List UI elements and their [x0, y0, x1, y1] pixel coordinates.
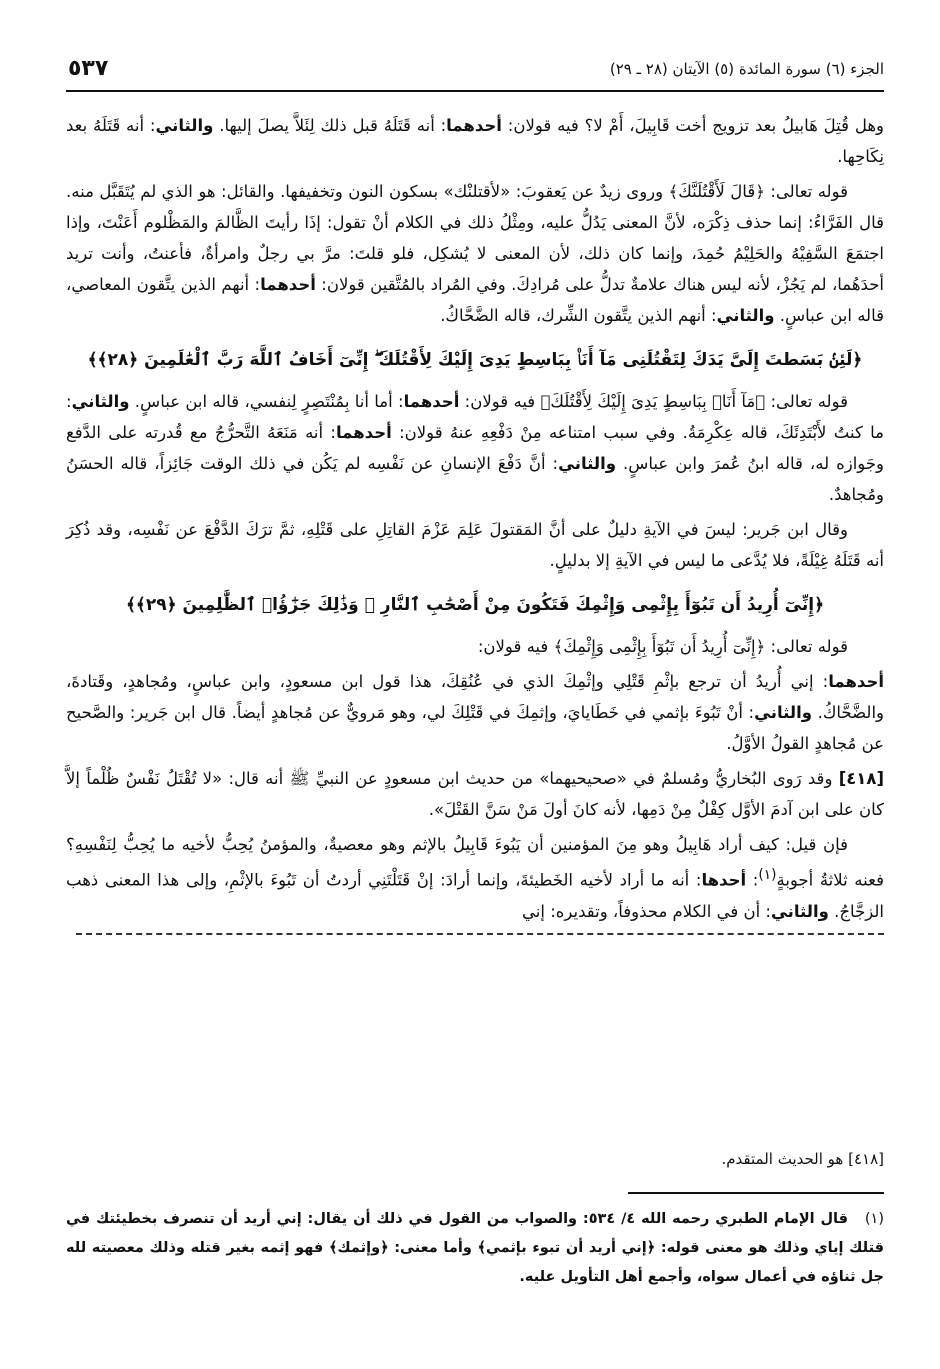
main-text — [66, 110, 884, 935]
paragraph: قوله تعالى: ﴿إِنِّىٓ أُرِيدُ أَن تَبُوٓأَ بِإِثْمِى وَإِثْمِكَ﴾ فيه قولان: — [477, 637, 848, 656]
paragraph: أحدهما: إني أُريدُ أن ترجع بإثْمِ قَتْلِي وإثْمِكَ الذي في عُنُقِكَ، هذا قول ابن مسعودٍ، وابن عباسٍ، ومُجاهدٍ، وقَتادةَ، والضَّحَّاكُ. والثاني: أنْ تَبُوءَ بإثمي في خَطَايايَ، وإثمِكَ في قَتْلِكَ لي، وهو مَرويٌّ عن مُجاهدٍ أيضاً. قال ابن جَرير: والصَّحيح عن مُجاهدٍ القولُ الأوَّلُ. — [66, 672, 884, 753]
footnote-text: قال الإمام الطبري رحمه الله ٤/ ٥٣٤: والصواب من القول في ذلك أن يقال: إني أريد أن تنصرف بخطيئتك في قتلك إياي وذلك هو معنى قوله: ﴿إني أريد أن تبوء بإثمي﴾ وأما معنى: ﴿وإثمك﴾ فهو إثمه بغير قتله وذلك معصيته لله جل ثناؤه في أعمال سواه، وأجمع أهل التأويل عليه. — [66, 1211, 884, 1285]
dashed-divider — [76, 933, 884, 935]
quran-verse: ﴿إِنِّىٓ أُرِيدُ أَن تَبُوٓأَ بِإِثْمِى وَإِثْمِكَ فَتَكُونَ مِنْ أَصْحَٰبِ ٱلنَّارِ ۚ وَذَٰلِكَ جَزَٰٓؤُا۟ ٱلظَّٰلِمِينَ ﴿٢٩﴾﴾ — [125, 595, 825, 615]
page-header — [66, 56, 884, 92]
paragraph: وقال ابن جَرير: ليسَ في الآيةِ دليلٌ على أنَّ المَقتولَ عَلِمَ عَزْمَ القاتِلِ على قَتْلِهِ، ثمَّ ترَكَ الدَّفْعَ عن نَفْسِه، وقد ذُكِرَ أنه قَتَلَهُ غِيْلَةً، فلا يُدَّعى ما ليس في الآيةِ إلا بدليلٍ. — [66, 520, 884, 570]
paragraph: فإن قيل: كيف أراد هَابِيلُ وهو مِنَ المؤمنين أن يَبُوءَ قَابِيلُ بالإثم وهو معصيةٌ، والمؤمنُ يُحِبُّ لأخيه ما يُحِبُّ لِنَفْسِهِ؟ فعنه ثلاثةُ أجوبةٍ$^{(١)}$: أحدها: أنه ما أراد لأخيه الخَطيئةَ، وإنما أرادَ: إنْ قَتَلْتَنِي أردتُ أن تَبُوءَ بالإثْمِ، وإلى هذا المعنى ذهب الزجَّاجُ. والثاني: أن في الكلام محذوفاً، وتقديره: إني — [66, 835, 884, 921]
paragraph: وهل قُتِلَ هَابيلُ بعد تزويج أخت قَابِيلَ، أَمْ لا؟ فيه قولان: أحدهما: أنه قَتَلَهُ قبل ذلك لِئَلاَّ يصلَ إليها. والثاني: أنه قَتَلَهُ بعد نِكَاحِها. — [66, 116, 884, 166]
page-number: ٥٣٧ — [68, 56, 109, 81]
quran-verse: ﴿لَئِنۢ بَسَطتَ إِلَىَّ يَدَكَ لِتَقْتُلَنِى مَآ أَنَا۠ بِبَاسِطٍ يَدِىَ إِلَيْكَ لِأَقْتُلَكَ ۖ إِنِّىٓ أَخَافُ ٱللَّهَ رَبَّ ٱلْعَٰلَمِينَ ﴿٢٨﴾﴾ — [87, 350, 863, 370]
running-title: الجزء (٦) سورة المائدة (٥) الآيتان (٢٨ ـ ٢٩) — [609, 60, 884, 78]
footnote — [66, 1205, 884, 1292]
paragraph: قوله تعالى: ﴿مَآ أَنَا۠ بِبَاسِطٍ يَدِىَ إِلَيْكَ لِأَقْتُلَكَ﴾ فيه قولان: أحدهما: أما أنا بِمُنْتَصِرٍ لِنفسي، قاله ابن عباسٍ. والثاني: ما كنتُ لأَبْتَدِئَكَ، قاله عِكْرِمَةُ. وفي سبب امتناعه مِنْ دَفْعِهِ عنهُ قولان: أحدهما: أنه مَنَعَهُ التَّحرُّجُ مع قُدرته على الدَّفع وجَوازه له، قاله ابنُ عُمرَ وابن عباسٍ. والثاني: أنَّ دَفْعَ الإنسانِ عن نَفْسِه لم يَكُن في ذلك الوقت جَائِزاً، قاله الحسَنُ ومُجاهدٌ. — [66, 392, 885, 504]
paragraph: قوله تعالى: ﴿قَالَ لَأَقْتُلَنَّكَ﴾ وروى زيدٌ عن يَعقوبَ: «لأقتلنْك» بسكون النون وتخفيفها. والقائل: هو الذي لم يُتَقَبَّل منه. قال الفَرَّاءُ: إنما حذف ذِكْرَه، لأنَّ المعنى يَدُلُّ عليه، ومِثْلُ ذلك في الكلام أنْ تقول: إذَا رأيتَ الظَّالمَ والمَظْلوم أَعَنْتَ، وإذا اجتمَعَ السَّفِيْهُ والحَلِيْمُ حُمِدَ، وإنما كان ذلك، لأن المعنى لا يُشكِل، فلو قلتَ: مرَّ بي رجلٌ وامرأةٌ، فأعنتُ، وأنت تريد أحدَهُما، لم يَجُزْ، لأنه ليس هناك علامةٌ تدلُّ على مُرادِكَ. وفي المُراد بالمُتَّقين قولان: أحدهما: أنهم الذين يتَّقون المعاصي، قاله ابن عباسٍ. والثاني: أنهم الذين يتَّقون الشِّرك، قاله الضَّحَّاكُ. — [66, 182, 884, 325]
paragraph: [٤١٨] وقد رَوى البُخاريُّ ومُسلمٌ في «صحيحيهما» من حديث ابن مسعودٍ عن النبيِّ ﷺ أنه قال: «لا تُقْتَلُ نَفْسٌ ظُلْماً إلاَّ كان على ابن آدمَ الأوَّل كِفْلٌ مِنْ دَمِها، لأنه كانَ أولَ مَنْ سَنَّ القَتْلَ». — [66, 769, 884, 819]
footnote-number: (١) — [864, 1211, 884, 1227]
hadith-reference-note: [٤١٨] هو الحديث المتقدم. — [721, 1150, 884, 1168]
footnote-separator — [628, 1192, 884, 1194]
